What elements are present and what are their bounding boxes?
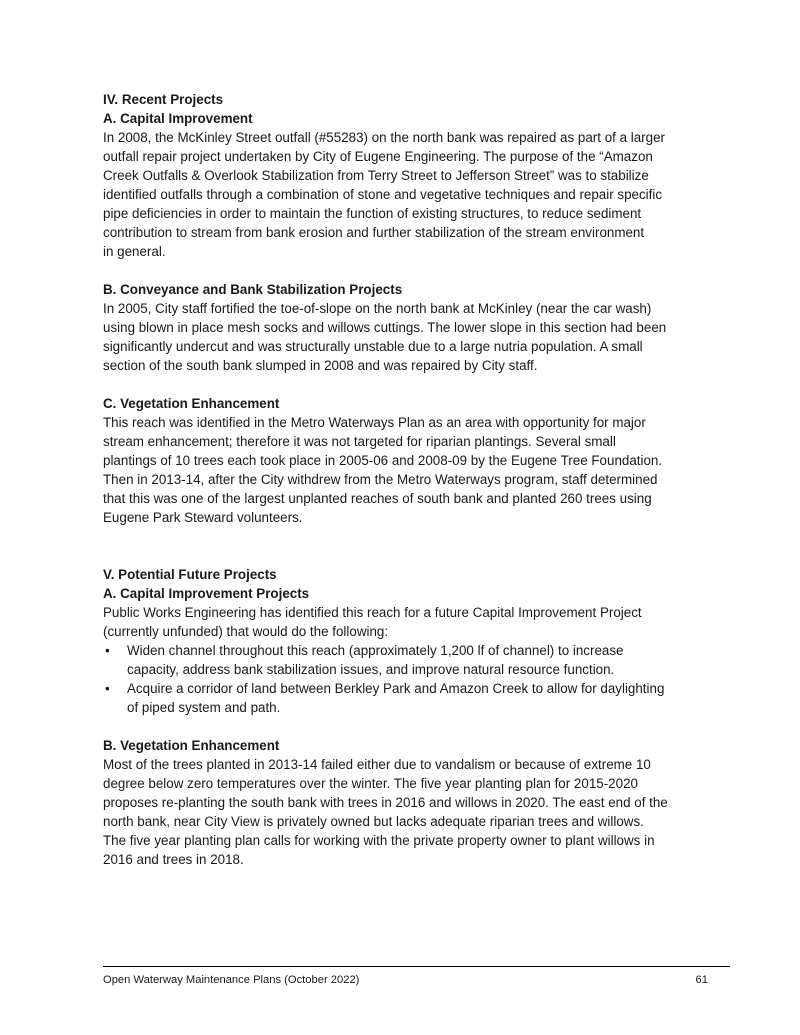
section-title: IV. Recent Projects xyxy=(103,92,224,107)
subsection-heading: B. Vegetation Enhancement xyxy=(103,738,280,753)
paragraph-capital-improvement xyxy=(103,128,733,261)
list-item xyxy=(103,641,733,679)
text-line: Widen channel throughout this reach (approximately 1,200 lf of channel) to increase xyxy=(127,643,624,658)
text-line: identified outfalls through a combination of stone and vegetative techniques and repair specific xyxy=(103,187,663,202)
section-title: V. Potential Future Projects xyxy=(103,567,277,582)
subsection-heading: B. Conveyance and Bank Stabilization Projects xyxy=(103,282,403,297)
text-line: proposes re-planting the south bank with trees in 2016 and willows in 2020. The east end of the xyxy=(103,795,668,810)
subsection-heading: A. Capital Improvement xyxy=(103,111,253,126)
paragraph-vegetation xyxy=(103,413,733,527)
text-line: Then in 2013-14, after the City withdrew from the Metro Waterways program, staff determined xyxy=(103,472,658,487)
text-line: north bank, near City View is privately owned but lacks adequate riparian trees and willows. xyxy=(103,814,644,829)
paragraph-conveyance xyxy=(103,299,733,375)
text-line: In 2008, the McKinley Street outfall (#55283) on the north bank was repaired as part of a larger xyxy=(103,130,665,145)
document-body xyxy=(103,90,733,869)
text-line: pipe deficiencies in order to maintain the function of existing structures, to reduce sediment xyxy=(103,206,642,221)
bullet-list xyxy=(103,641,733,717)
text-line: Public Works Engineering has identified this reach for a future Capital Improvement Project xyxy=(103,605,642,620)
bullet-icon: • xyxy=(105,681,110,696)
text-line: Most of the trees planted in 2013-14 failed either due to vandalism or because of extreme 10 xyxy=(103,757,651,772)
text-line: using blown in place mesh socks and willows cuttings. The lower slope in this section had been xyxy=(103,320,667,335)
text-line: contribution to stream from bank erosion and further stabilization of the stream environment xyxy=(103,225,645,240)
list-item xyxy=(103,679,733,717)
text-line: that this was one of the largest unplanted reaches of south bank and planted 260 trees using xyxy=(103,491,652,506)
text-line: Eugene Park Steward volunteers. xyxy=(103,510,303,525)
text-line: (currently unfunded) that would do the following: xyxy=(103,624,389,639)
text-line: plantings of 10 trees each took place in 2005-06 and 2008-09 by the Eugene Tree Foundation. xyxy=(103,453,663,468)
subsection-heading: A. Capital Improvement Projects xyxy=(103,586,310,601)
text-line: The five year planting plan calls for working with the private property owner to plant willows in xyxy=(103,833,655,848)
text-line: capacity, address bank stabilization issues, and improve natural resource function. xyxy=(127,662,615,677)
text-line: degree below zero temperatures over the winter. The five year planting plan for 2015-2020 xyxy=(103,776,638,791)
subsection-heading: C. Vegetation Enhancement xyxy=(103,396,280,411)
text-line: This reach was identified in the Metro Waterways Plan as an area with opportunity for major xyxy=(103,415,646,430)
bullet-icon: • xyxy=(105,643,110,658)
text-line: Creek Outfalls & Overlook Stabilization from Terry Street to Jefferson Street” was to stabilize xyxy=(103,168,649,183)
text-line: outfall repair project undertaken by City of Eugene Engineering. The purpose of the “Amazon xyxy=(103,149,653,164)
text-line: in general. xyxy=(103,244,166,259)
text-line: section of the south bank slumped in 2008 and was repaired by City staff. xyxy=(103,358,538,373)
footer-title: Open Waterway Maintenance Plans (October 2022) xyxy=(103,974,360,986)
paragraph-future-vegetation xyxy=(103,755,733,869)
text-line: 2016 and trees in 2018. xyxy=(103,852,244,867)
text-line: significantly undercut and was structurally unstable due to a large nutria population. A small xyxy=(103,339,643,354)
text-line: In 2005, City staff fortified the toe-of-slope on the north bank at McKinley (near the car wash) xyxy=(103,301,652,316)
text-line: Acquire a corridor of land between Berkley Park and Amazon Creek to allow for daylighting xyxy=(127,681,665,696)
page-footer xyxy=(103,966,730,987)
text-line: of piped system and path. xyxy=(127,700,281,715)
paragraph-future-capital xyxy=(103,603,733,641)
text-line: stream enhancement; therefore it was not targeted for riparian plantings. Several small xyxy=(103,434,616,449)
page-number: 61 xyxy=(695,974,708,986)
